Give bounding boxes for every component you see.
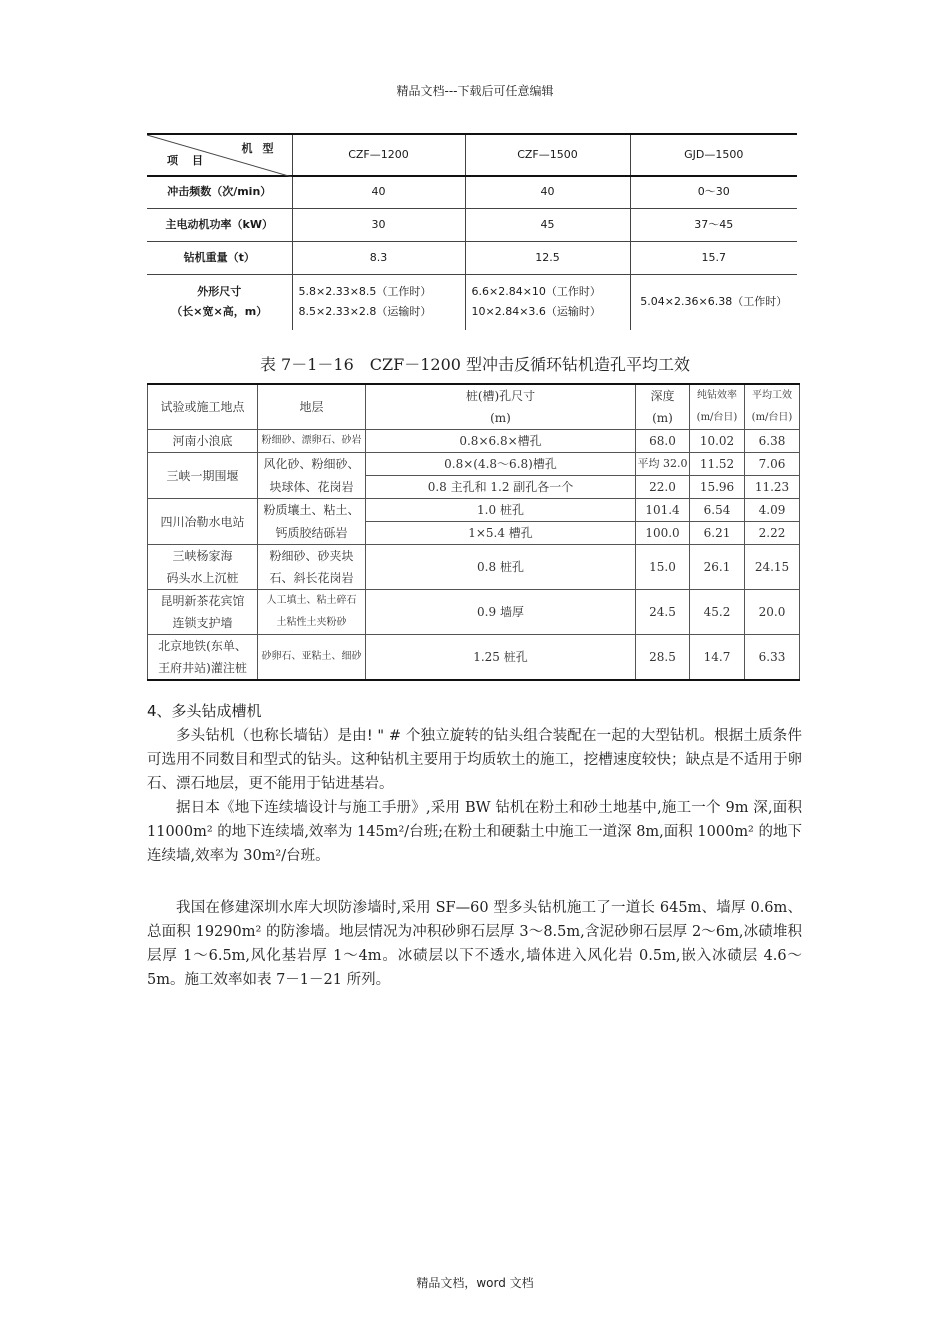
header-stratum: 地层: [258, 384, 366, 430]
cell-hole: 1.25 桩孔: [366, 635, 636, 681]
cell-hole: 1.0 桩孔: [366, 499, 636, 522]
table-cell: 15.7: [630, 241, 797, 274]
cell-line: 北京地铁(东单、: [158, 639, 247, 653]
cell-hole: 0.8×(4.8～6.8)槽孔: [366, 453, 636, 476]
drill-spec-table: [147, 133, 797, 330]
table-row: [147, 274, 797, 330]
table-row: [147, 176, 797, 208]
table-caption: 表 7－1－16 CZF－1200 型冲击反循环钻机造孔平均工效: [259, 355, 691, 374]
table-row: [147, 208, 797, 241]
table-row: [148, 453, 800, 476]
cell-depth: 22.0: [636, 476, 690, 499]
cell-depth: 15.0: [636, 545, 690, 590]
cell-depth: 28.5: [636, 635, 690, 681]
row-label-line: 外形尺寸: [197, 285, 242, 299]
table-cell: 37～45: [630, 208, 797, 241]
cell-efficiency: 14.7: [690, 635, 745, 681]
cell-site: [148, 635, 258, 681]
table-cell: [292, 274, 465, 330]
cell-hole: 1×5.4 槽孔: [366, 522, 636, 545]
header-depth-unit: (m): [636, 407, 690, 430]
corner-label-item: 项目: [167, 154, 217, 167]
cell-average: 4.09: [745, 499, 800, 522]
cell-stratum: 块球体、花岗岩: [258, 476, 366, 499]
header-efficiency-unit: (m/台日): [690, 407, 745, 430]
table-cell: 45: [465, 208, 630, 241]
cell-average: 24.15: [745, 545, 800, 590]
table-row: [148, 590, 800, 635]
cell-hole: 0.8 主孔和 1.2 副孔各一个: [366, 476, 636, 499]
table-cell: 0～30: [630, 176, 797, 208]
cell-stratum: 粉质壤土、粘土、: [258, 499, 366, 522]
header-site: 试验或施工地点: [148, 384, 258, 430]
cell-efficiency: 6.54: [690, 499, 745, 522]
table-cell: 8.3: [292, 241, 465, 274]
model-header: CZF—1500: [465, 134, 630, 176]
paragraph: 多头钻机（也称长墙钻）是由! " # 个独立旋转的钻头组合装配在一起的大型钻机。根据土质条件可选用不同数目和型式的钻头。这种钻机主要用于均质软土的施工，挖槽速度较快；缺点是不适用于卵石、漂石地层，更不能用于钻进基岩。: [147, 728, 802, 792]
table-row: [148, 499, 800, 522]
cell-line: 5.8×2.33×8.5（工作时）: [298, 285, 432, 299]
cell-line: 土粘性土夹粉砂: [276, 617, 347, 628]
row-label: 冲击频数（次/min）: [147, 176, 292, 208]
cell-line: 粉细砂、砂夹块: [269, 549, 354, 563]
model-header: GJD—1500: [630, 134, 797, 176]
cell-line: 6.6×2.84×10（工作时）: [471, 285, 601, 299]
cell-depth: 68.0: [636, 430, 690, 453]
cell-site: 四川冶勒水电站: [148, 499, 258, 545]
cell-line: 石、斜长花岗岩: [269, 571, 354, 585]
cell-efficiency: 15.96: [690, 476, 745, 499]
cell-site: 三峡一期围堰: [148, 453, 258, 499]
cell-depth: 100.0: [636, 522, 690, 545]
cell-stratum: 粉细砂、漂卵石、砂岩: [258, 430, 366, 453]
cell-hole: 0.9 墙厚: [366, 590, 636, 635]
row-label: 钻机重量（t）: [147, 241, 292, 274]
cell-site: 河南小浪底: [148, 430, 258, 453]
section-heading: 4、多头钻成槽机: [147, 702, 262, 720]
cell-line: 8.5×2.33×2.8（运输时）: [298, 305, 432, 319]
header-hole: 桩(槽)孔尺寸: [366, 384, 636, 407]
cell-line: 码头水上沉桩: [166, 571, 239, 585]
cell-stratum: [258, 590, 366, 635]
cell-stratum: 风化砂、粉细砂、: [258, 453, 366, 476]
cell-hole: 0.8×6.8×槽孔: [366, 430, 636, 453]
cell-efficiency: 6.21: [690, 522, 745, 545]
row-label: 主电动机功率（kW）: [147, 208, 292, 241]
cell-line: 连锁支护墙: [172, 616, 233, 630]
table-cell: [465, 274, 630, 330]
table-row: [148, 635, 800, 681]
cell-stratum: 钙质胶结砾岩: [258, 522, 366, 545]
header-average: 平均工效: [745, 384, 800, 407]
table-header-row: [148, 384, 800, 407]
cell-efficiency: 10.02: [690, 430, 745, 453]
row-label-line: （长×宽×高，m）: [171, 305, 268, 319]
table-cell: 30: [292, 208, 465, 241]
cell-efficiency: 45.2: [690, 590, 745, 635]
model-header: CZF—1200: [292, 134, 465, 176]
table-cell: 40: [292, 176, 465, 208]
cell-line: 三峡杨家海: [172, 549, 233, 563]
table-header-row: [147, 134, 797, 176]
cell-line: 人工填土、粘土碎石: [266, 595, 357, 606]
cell-depth: 平均 32.0: [636, 453, 690, 476]
cell-stratum: 砂卵石、亚粘土、细砂: [258, 635, 366, 681]
cell-depth: 24.5: [636, 590, 690, 635]
cell-average: 6.38: [745, 430, 800, 453]
table-cell: 40: [465, 176, 630, 208]
cell-depth: 101.4: [636, 499, 690, 522]
header-average-unit: (m/台日): [745, 407, 800, 430]
efficiency-table: [147, 383, 800, 681]
cell-efficiency: 26.1: [690, 545, 745, 590]
cell-line: 10×2.84×3.6（运输时）: [471, 305, 601, 319]
paragraph: 据日本《地下连续墙设计与施工手册》,采用 BW 钻机在粉土和砂土地基中,施工一个 9m 深,面积 11000m² 的地下连续墙,效率为 145m²/台班;在粉土和硬黏土中施工一道深 8m,面积 1000m² 的地下连续墙,效率为 30m²/台班。: [147, 800, 802, 864]
cell-hole: 0.8 桩孔: [366, 545, 636, 590]
table-cell: 5.04×2.36×6.38（工作时）: [630, 274, 797, 330]
page-footer: 精品文档，word 文档: [416, 1276, 534, 1290]
cell-line: 昆明新茶花宾馆: [160, 594, 245, 608]
cell-average: 6.33: [745, 635, 800, 681]
table-row: [148, 545, 800, 590]
diagonal-header-cell: [147, 134, 292, 176]
row-label: [147, 274, 292, 330]
cell-efficiency: 11.52: [690, 453, 745, 476]
paragraph: 我国在修建深圳水库大坝防渗墙时,采用 SF—60 型多头钻机施工了一道长 645m、墙厚 0.6m、总面积 19290m² 的防渗墙。地层情况为冲积砂卵石层厚 3～8.5m,含泥砂卵石层厚 2～6m,冰碛堆积层厚 1～6.5m,风化基岩厚 1～4m。冰碛层以下不透水,墙体进入风化岩 0.5m,嵌入冰碛层 4.6～5m。施工效率如表 7－1－21 所列。: [147, 900, 802, 988]
cell-site: [148, 590, 258, 635]
cell-stratum: [258, 545, 366, 590]
table-row: [148, 430, 800, 453]
corner-label-model: 机型: [241, 142, 284, 155]
cell-average: 20.0: [745, 590, 800, 635]
header-efficiency: 纯钻效率: [690, 384, 745, 407]
header-depth: 深度: [636, 384, 690, 407]
cell-average: 7.06: [745, 453, 800, 476]
cell-average: 2.22: [745, 522, 800, 545]
cell-average: 11.23: [745, 476, 800, 499]
page-header: 精品文档---下载后可任意编辑: [396, 84, 554, 98]
header-hole-unit: (m): [366, 407, 636, 430]
table-cell: 12.5: [465, 241, 630, 274]
cell-site: [148, 545, 258, 590]
table-row: [147, 241, 797, 274]
cell-line: 王府井站)灌注桩: [158, 661, 247, 675]
